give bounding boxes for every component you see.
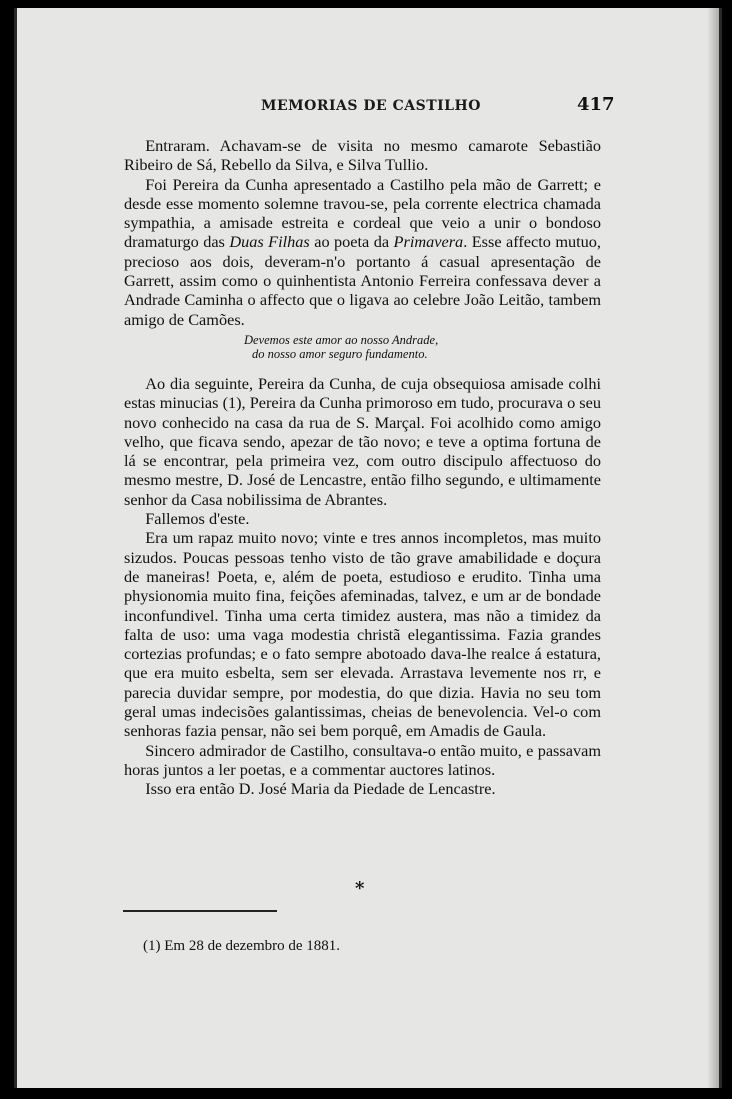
paragraph-1: Entraram. Achavam-se de visita no mesmo camarote Sebastião Ribeiro de Sá, Rebello da Silva, e Silva Tullio.	[124, 136, 601, 175]
paragraph-2	[124, 175, 601, 329]
verse-line-2: do nosso amor seguro fundamento.	[252, 347, 428, 362]
work-title-duas-filhas: Duas Filhas	[229, 232, 310, 252]
paragraph-2-part-c: . Esse affecto mutuo, precioso aos dois, deveram-n'o portanto á casual apresentação de Garrett, assim como o quinhentista Antonio Ferreira confessava dever a Andrade Caminha o affecto que o ligava ao celebre João Leitão, tambem amigo de Camões.	[124, 232, 601, 329]
footnote-rule	[123, 910, 277, 912]
paragraph-2-part-b: ao poeta da	[309, 232, 394, 252]
paragraph-6: Sincero admirador de Castilho, consultava-o então muito, e passavam horas juntos a ler poetas, e a commentar auctores latinos.	[124, 740, 601, 779]
section-separator: *	[355, 878, 365, 899]
page-number: 417	[577, 94, 615, 115]
paragraph-5: Era um rapaz muito novo; vinte e tres annos incompletos, mas muito sizudos. Poucas pessoas tenho visto de tão grave amabilidade e doçura de maneiras! Poeta, e, além de poeta, estudioso e erudito. Tinha uma physionomia muito fina, feições afeminadas, talvez, e um ar de bondade inconfundivel. Tinha uma certa timidez austera, mas não a timidez da falta de uso: uma vaga modestia christã elegantissima. Fazia grandes cortezias profundas; e o fato sempre abotoado dava-lhe realce á estatura, que era muito esbelta, sem ser elevada. Arrastava levemente nos rr, e parecia duvidar sempre, por modestia, do que dizia. Havia no seu tom geral umas indecisões galantissimas, cheias de benevolencia. Vel-o com senhoras fazia pensar, não sei bem porquê, em Amadis de Gaula.	[124, 528, 601, 741]
running-title: MEMORIAS DE CASTILHO	[261, 98, 481, 114]
body-text	[124, 136, 601, 799]
paragraph-7: Isso era então D. José Maria da Piedade de Lencastre.	[145, 779, 496, 799]
verse-quote	[244, 333, 601, 362]
work-title-primavera: Primavera	[393, 232, 464, 252]
footnote: (1) Em 28 de dezembro de 1881.	[143, 938, 341, 954]
book-page	[14, 8, 722, 1088]
page-edge-shadow	[707, 8, 719, 1088]
paragraph-4: Fallemos d'este.	[145, 509, 250, 529]
paragraph-3: Ao dia seguinte, Pereira da Cunha, de cuja obsequiosa amisade colhi estas minucias (1), Pereira da Cunha primoroso em tudo, procurava o seu novo conhecido na casa da rua de S. Marçal. Foi acolhido como amigo velho, que ficava sendo, apezar de tão novo; e teve a optima fortuna de lá se encontrar, pela primeira vez, com outro discipulo affectuoso do mesmo mestre, D. José de Lencastre, então filho segundo, e ultimamente senhor da Casa nobilissima de Abrantes.	[124, 373, 601, 509]
verse-line-1: Devemos este amor ao nosso Andrade,	[244, 332, 439, 347]
paragraph-2-part-a: Foi Pereira da Cunha apresentado a Castilho pela mão de Garrett; e desde esse momento solemne travou-se, pela corrente electrica chamada sympathia, a amisade estreita e cordeal que veio a unir o bondoso dramaturgo das	[124, 174, 601, 252]
